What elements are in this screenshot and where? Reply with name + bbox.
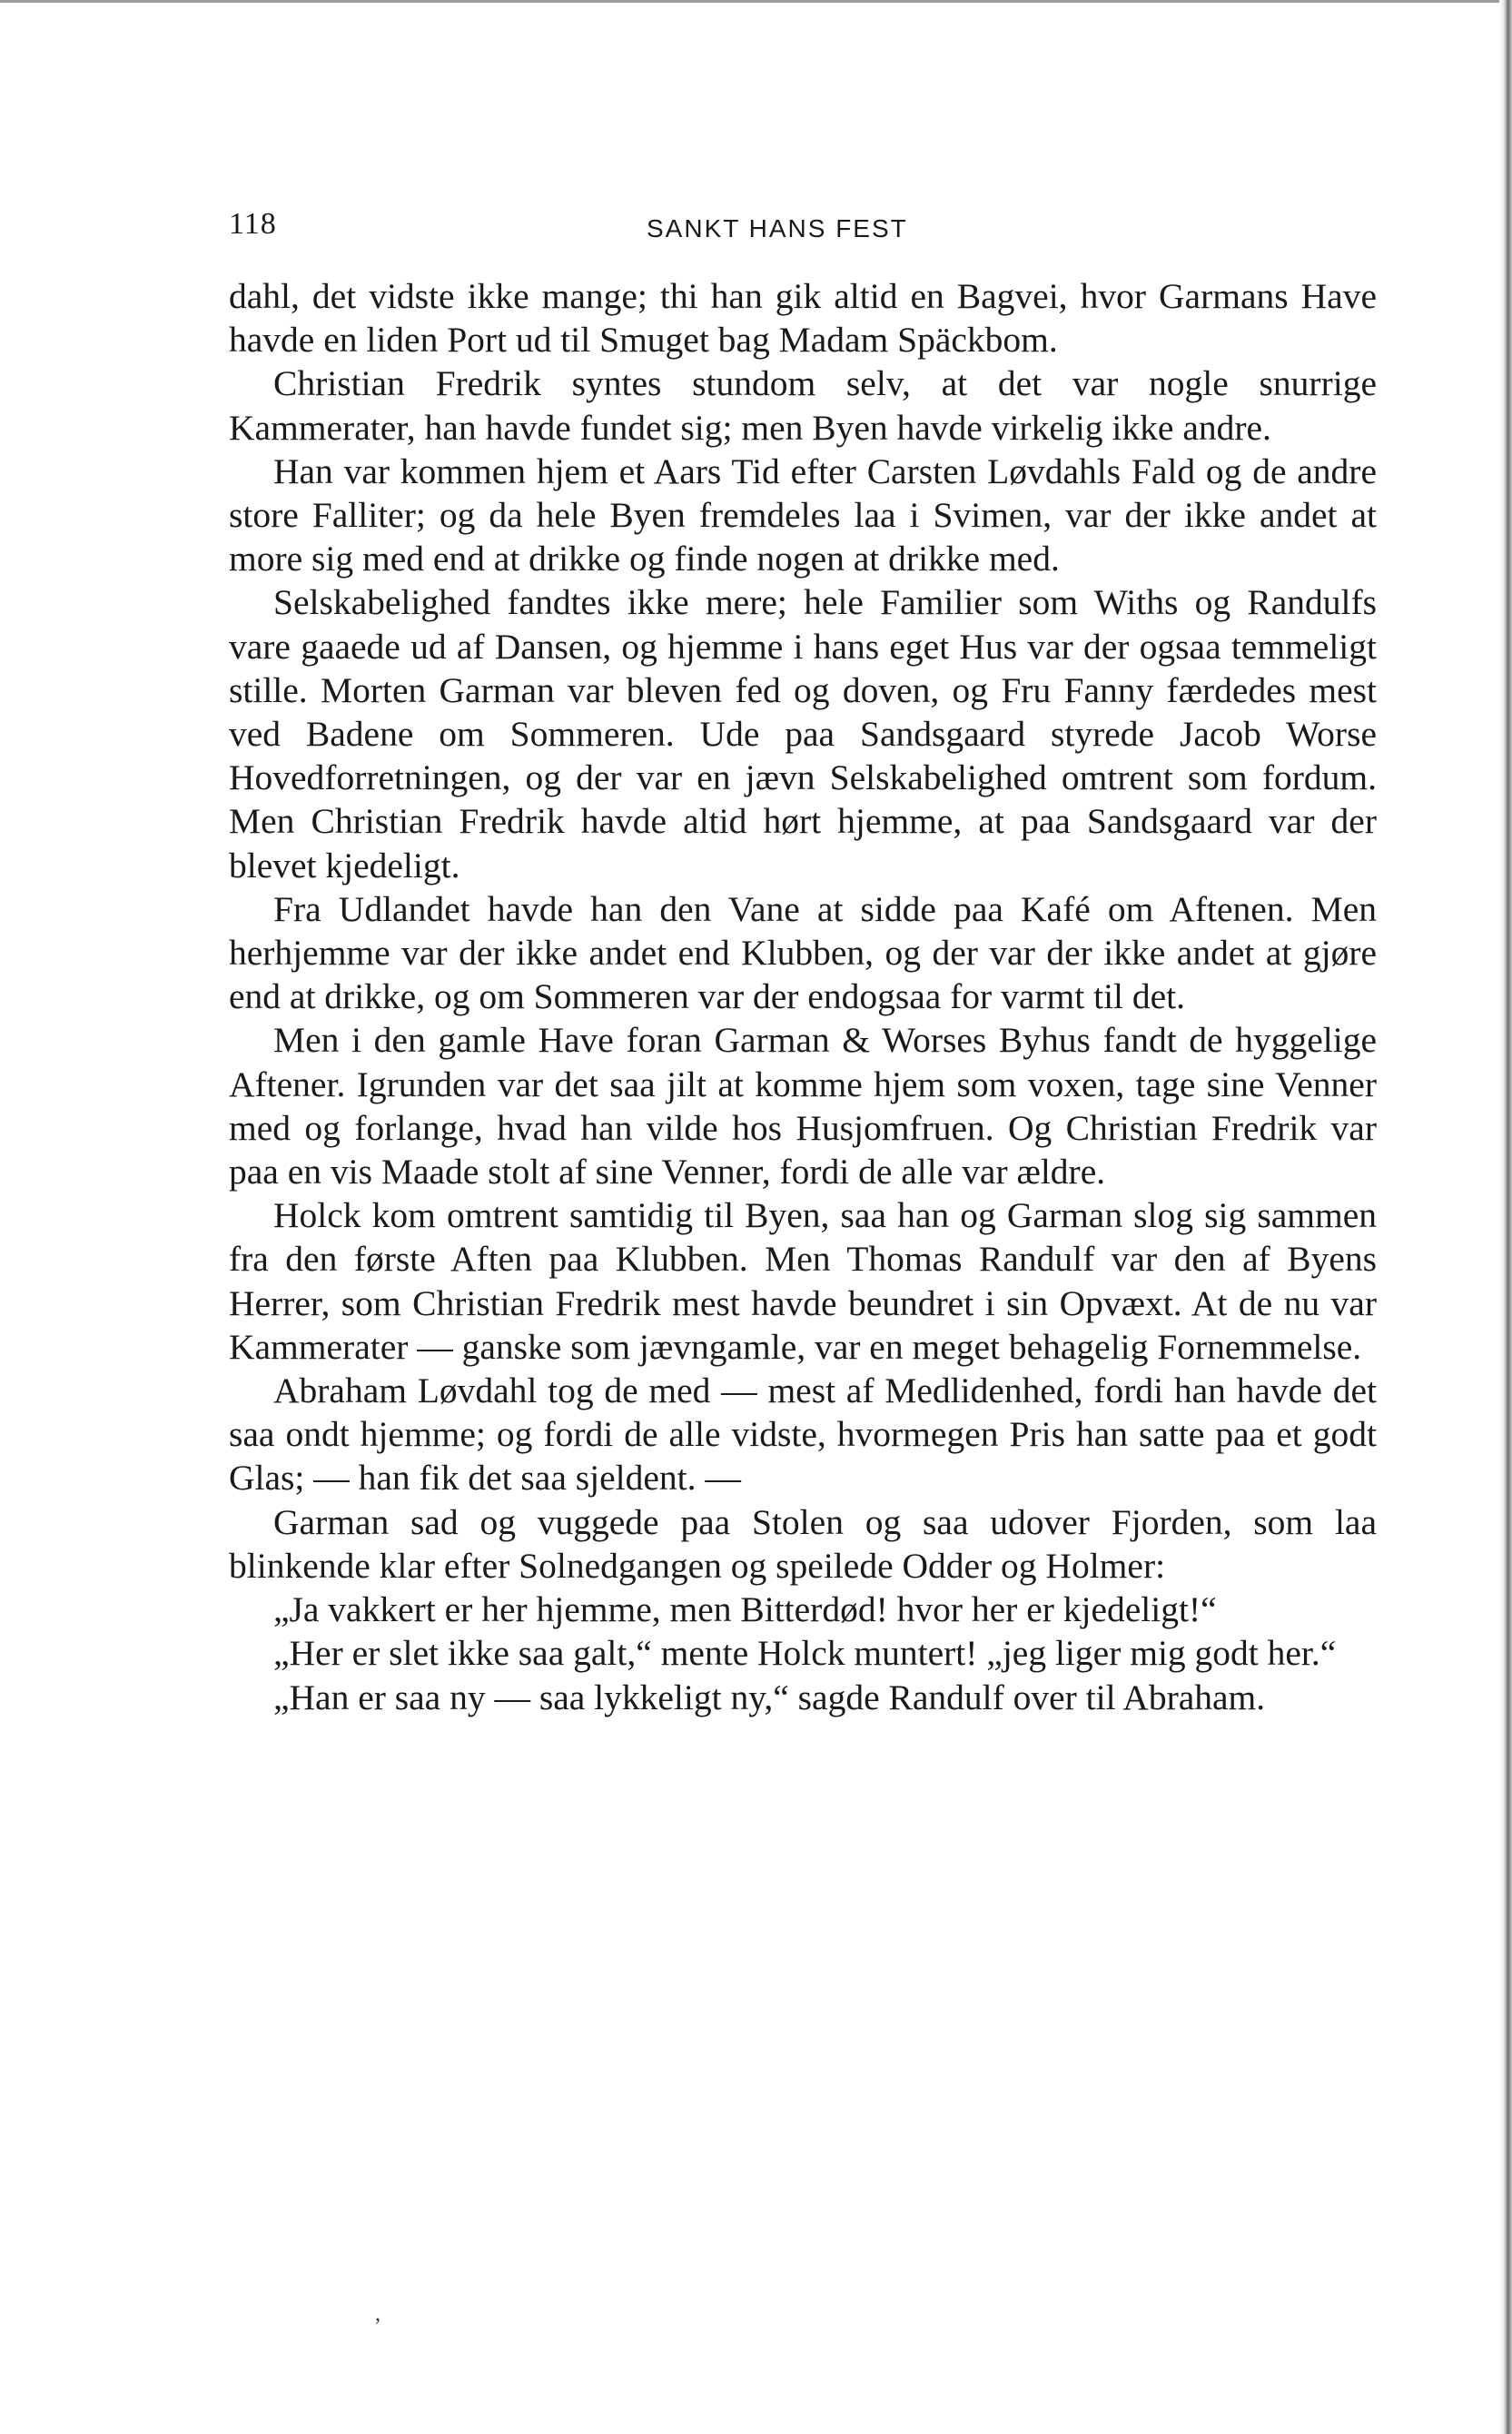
page-right-edge bbox=[1499, 0, 1512, 2434]
print-speck: , bbox=[375, 2302, 380, 2326]
paragraph: Christian Fredrik syntes stundom selv, at det var nogle snurrige Kammerater, han havde fundet sig; men Byen havde virkelig ikke andre. bbox=[229, 363, 1377, 448]
paragraph: Men i den gamle Have foran Garman & Worses Byhus fandt de hyggelige Aftener. Igrunden var det saa jilt at komme hjem som voxen, tage sine Venner med og forlange, hvad han vilde hos Husjomfruen. Og Christian Fredrik var paa en vis Maade stolt af sine Venner, fordi de alle var ældre. bbox=[229, 1020, 1377, 1192]
running-title: SANKT HANS FEST bbox=[647, 214, 908, 242]
page-number: 118 bbox=[229, 207, 277, 241]
paragraph: Selskabelighed fandtes ikke mere; hele Familier som Withs og Randulfs vare gaaede ud af Dansen, og hjemme i hans eget Hus var der ogsaa temmeligt stille. Morten Garman var bleven fed og doven, og Fru Fanny færdedes mest ved Badene om Sommeren. Ude paa Sandsgaard styrede Jacob Worse Hovedforretningen, og der var en jævn Selskabelighed omtrent som fordum. Men Christian Fredrik havde altid hørt hjemme, at paa Sandsgaard var der blevet kjedeligt. bbox=[229, 582, 1377, 886]
paragraph: dahl, det vidste ikke mange; thi han gik altid en Bagvei, hvor Garmans Have havde en liden Port ud til Smuget bag Madam Späckbom. bbox=[229, 276, 1377, 361]
paragraph: „Ja vakkert er her hjemme, men Bitterdød! hvor her er kjedeligt!“ bbox=[273, 1589, 1217, 1630]
paragraph: Fra Udlandet havde han den Vane at sidde paa Kafé om Aftenen. Men herhjemme var der ikke andet end Klubben, og der var der ikke andet at gjøre end at drikke, og om Sommeren var der endogsaa for varmt til det. bbox=[229, 888, 1377, 1017]
running-header bbox=[229, 207, 1373, 252]
paragraph: Abraham Løvdahl tog de med — mest af Medlidenhed, fordi han havde det saa ondt hjemme; og fordi de alle vidste, hvormegen Pris han satte paa et godt Glas; — han fik det saa sjeldent. — bbox=[229, 1370, 1377, 1499]
paragraph: Holck kom omtrent samtidig til Byen, saa han og Garman slog sig sammen fra den første Aften paa Klubben. Men Thomas Randulf var den af Byens Herrer, som Christian Fredrik mest havde beundret i sin Opvæxt. At de nu var Kammerater — ganske som jævngamle, var en meget behagelig Fornemmelse. bbox=[229, 1195, 1377, 1367]
paragraph: Han var kommen hjem et Aars Tid efter Carsten Løvdahls Fald og de andre store Falliter; og da hele Byen fremdeles laa i Svimen, var der ikke andet at more sig med end at drikke og finde nogen at drikke med. bbox=[229, 450, 1377, 579]
page-top-edge bbox=[0, 0, 1512, 3]
paragraph: „Han er saa ny — saa lykkeligt ny,“ sagde Randulf over til Abraham. bbox=[273, 1677, 1266, 1717]
paragraph: „Her er slet ikke saa galt,“ mente Holck muntert! „jeg liger mig godt her.“ bbox=[273, 1633, 1337, 1674]
body-text bbox=[229, 274, 1377, 1719]
paragraph: Garman sad og vuggede paa Stolen og saa udover Fjorden, som laa blinkende klar efter Solnedgangen og speilede Odder og Holmer: bbox=[229, 1501, 1377, 1586]
